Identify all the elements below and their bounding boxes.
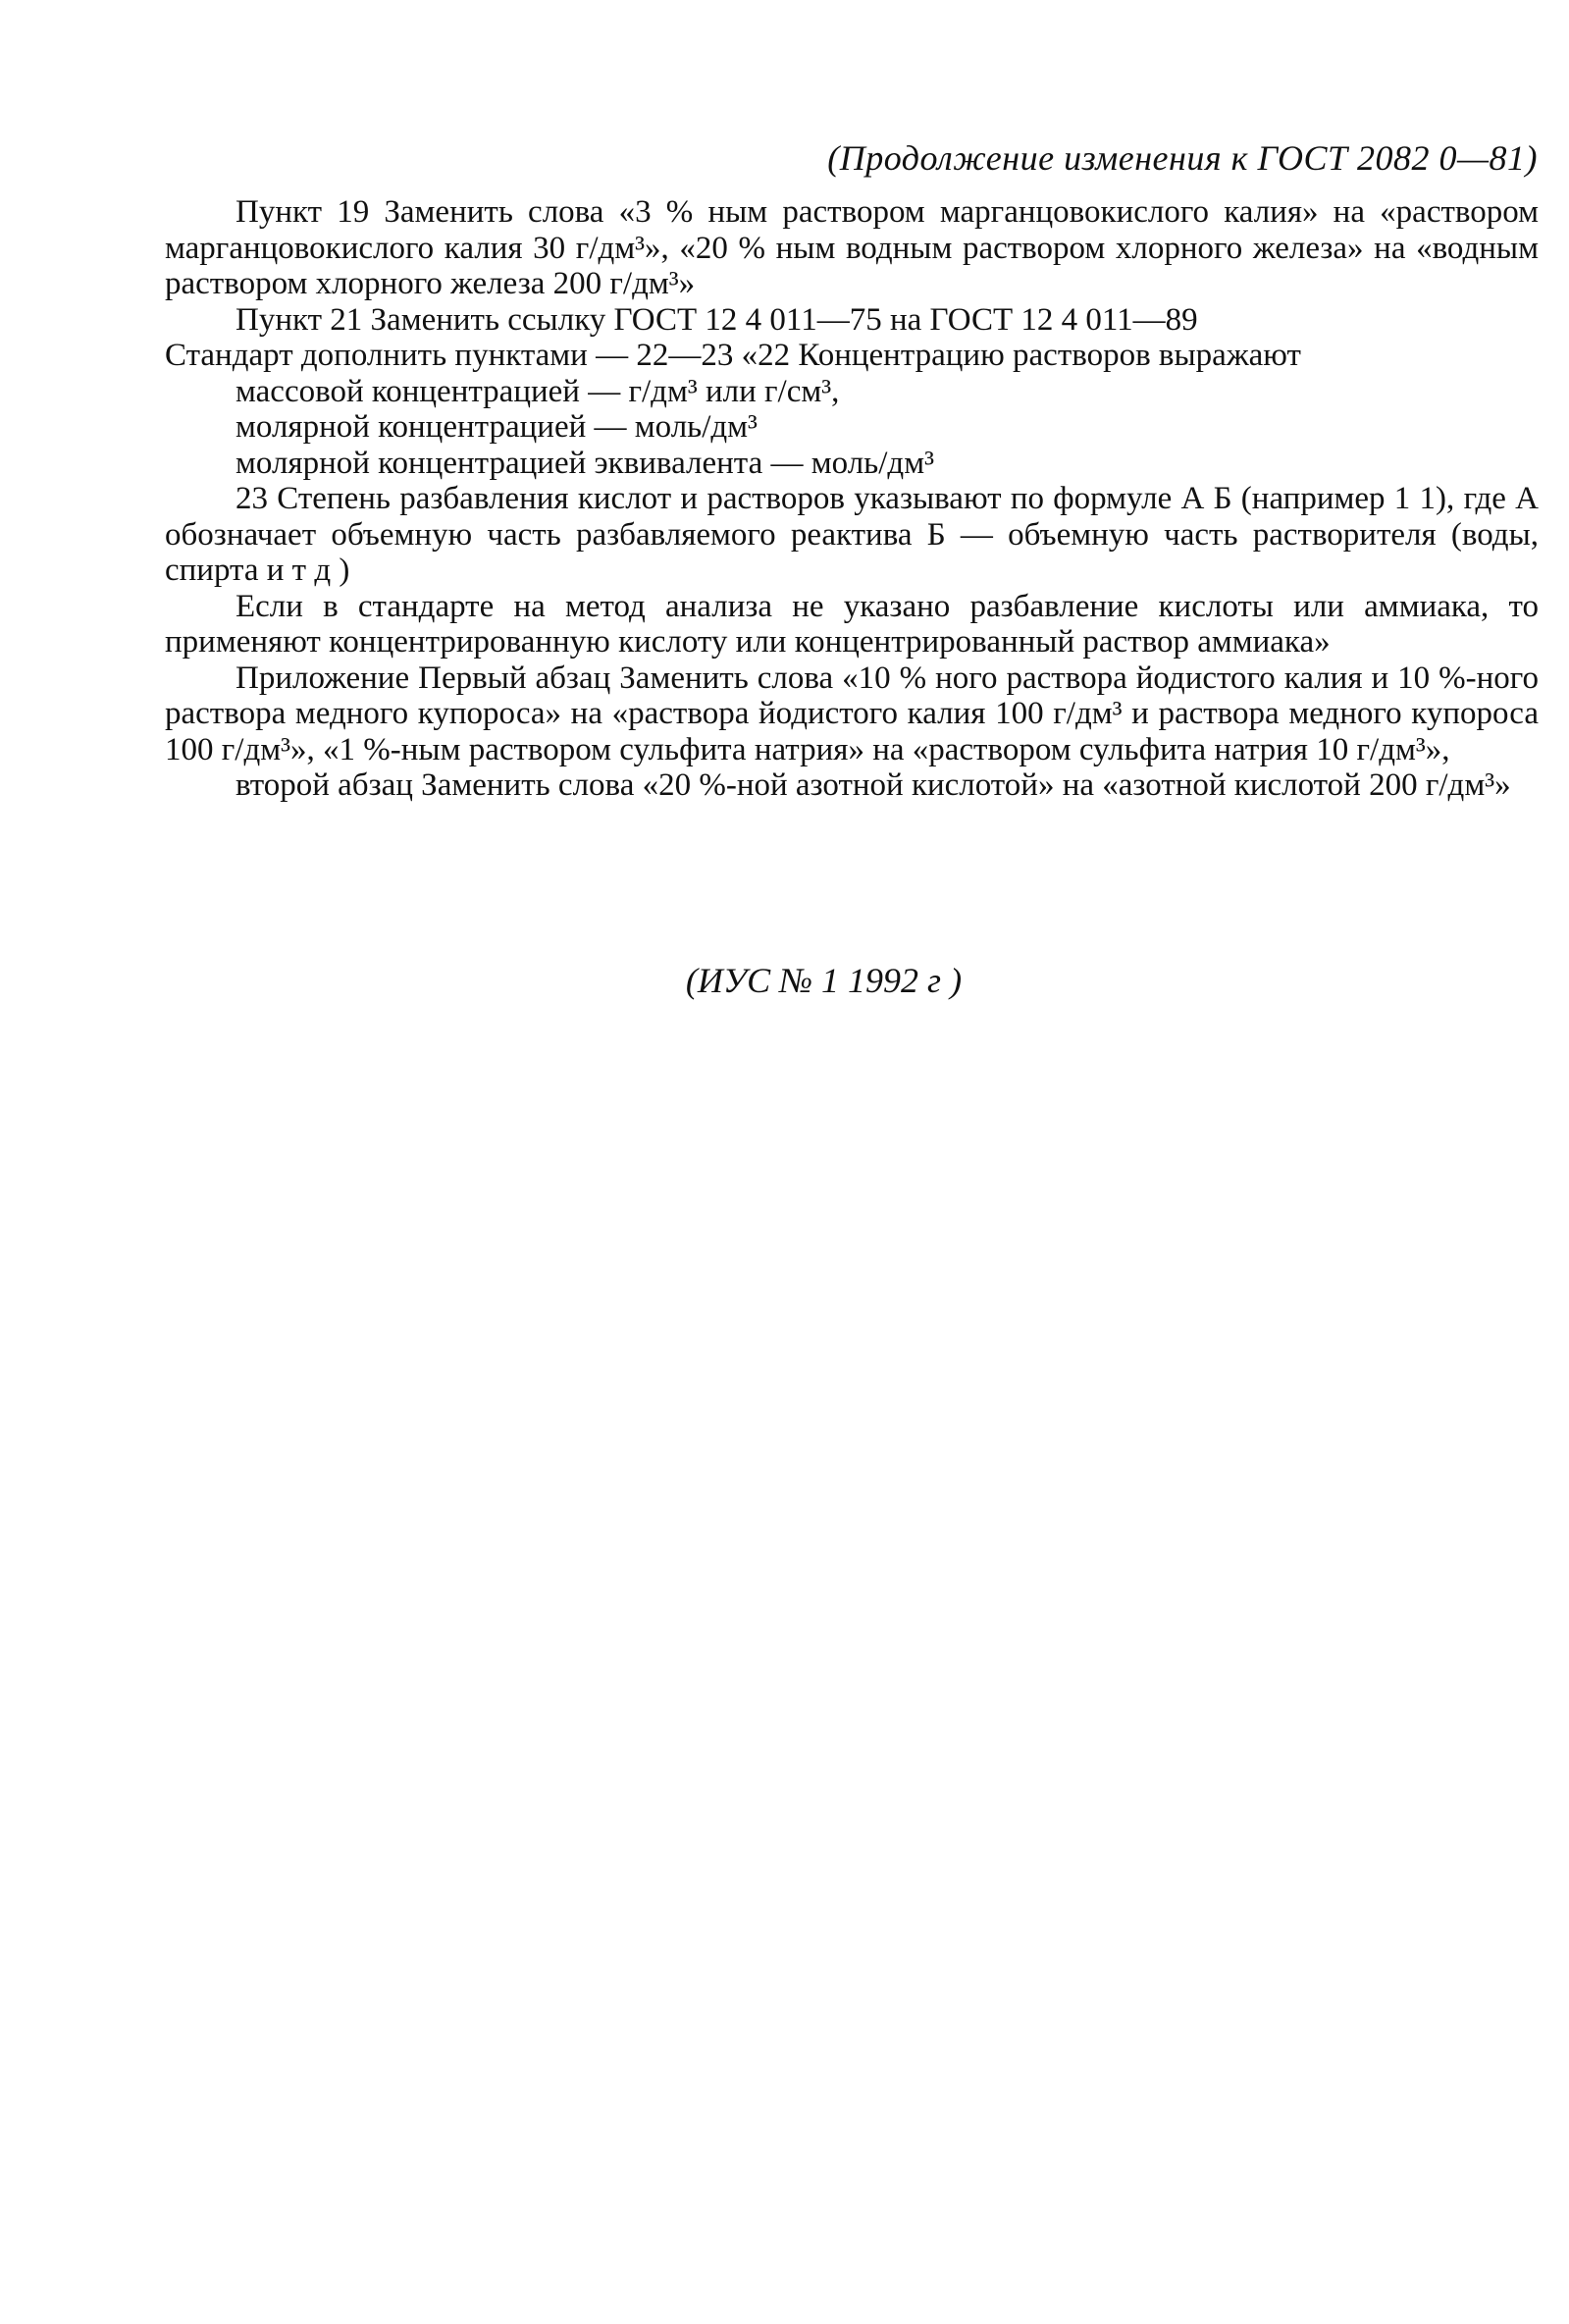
paragraph-item-19: Пункт 19 Заменить слова «3 % ным раствором марганцовокислого калия» на «раствором марганцовокислого калия 30 г/дм³», «20 % ным водным раствором хлорного железа» на «водным раствором хлорного железа 200 г/дм³» [165,194,1539,301]
list-item-molar-concentration: молярной концентрацией — моль/дм³ [235,409,758,445]
paragraph-appendix-first: Приложение Первый абзац Заменить слова «10 % ного раствора йодистого калия и 10 %-ного раствора медного купороса» на «раствора йодистого калия 100 г/дм³ и раствора медного купороса 100 г/дм³», «1 %-ным раствором сульфита натрия» на «раствором сульфита натрия 10 г/дм³», [165,660,1539,767]
source-reference: (ИУС № 1 1992 г ) [685,961,963,1000]
paragraph-item-21: Пункт 21 Заменить ссылку ГОСТ 12 4 011—75 на ГОСТ 12 4 011—89 [235,301,1198,338]
continuation-header: (Продолжение изменения к ГОСТ 2082 0—81) [827,138,1538,178]
amendment-body [165,194,1539,804]
paragraph-appendix-second: второй абзац Заменить слова «20 %-ной азотной кислотой» на «азотной кислотой 200 г/дм³» [235,767,1511,803]
paragraph-item-23: 23 Степень разбавления кислот и растворов указывают по формуле А Б (например 1 1), где А обозначает объемную часть разбавляемого реактива Б — объемную часть растворителя (воды, спирта и т д ) [165,481,1539,588]
paragraph-add-items: Стандарт дополнить пунктами — 22—23 «22 Концентрацию растворов выражают [165,338,1301,373]
list-item-mass-concentration: массовой концентрацией — г/дм³ или г/см³, [235,373,840,409]
paragraph-dilution-note: Если в стандарте на метод анализа не указано разбавление кислоты или аммиака, то применяют концентрированную кислоту или концентрированный раствор аммиака» [165,588,1539,660]
list-item-equivalent-concentration: молярной концентрацией эквивалента — моль/дм³ [235,445,934,481]
